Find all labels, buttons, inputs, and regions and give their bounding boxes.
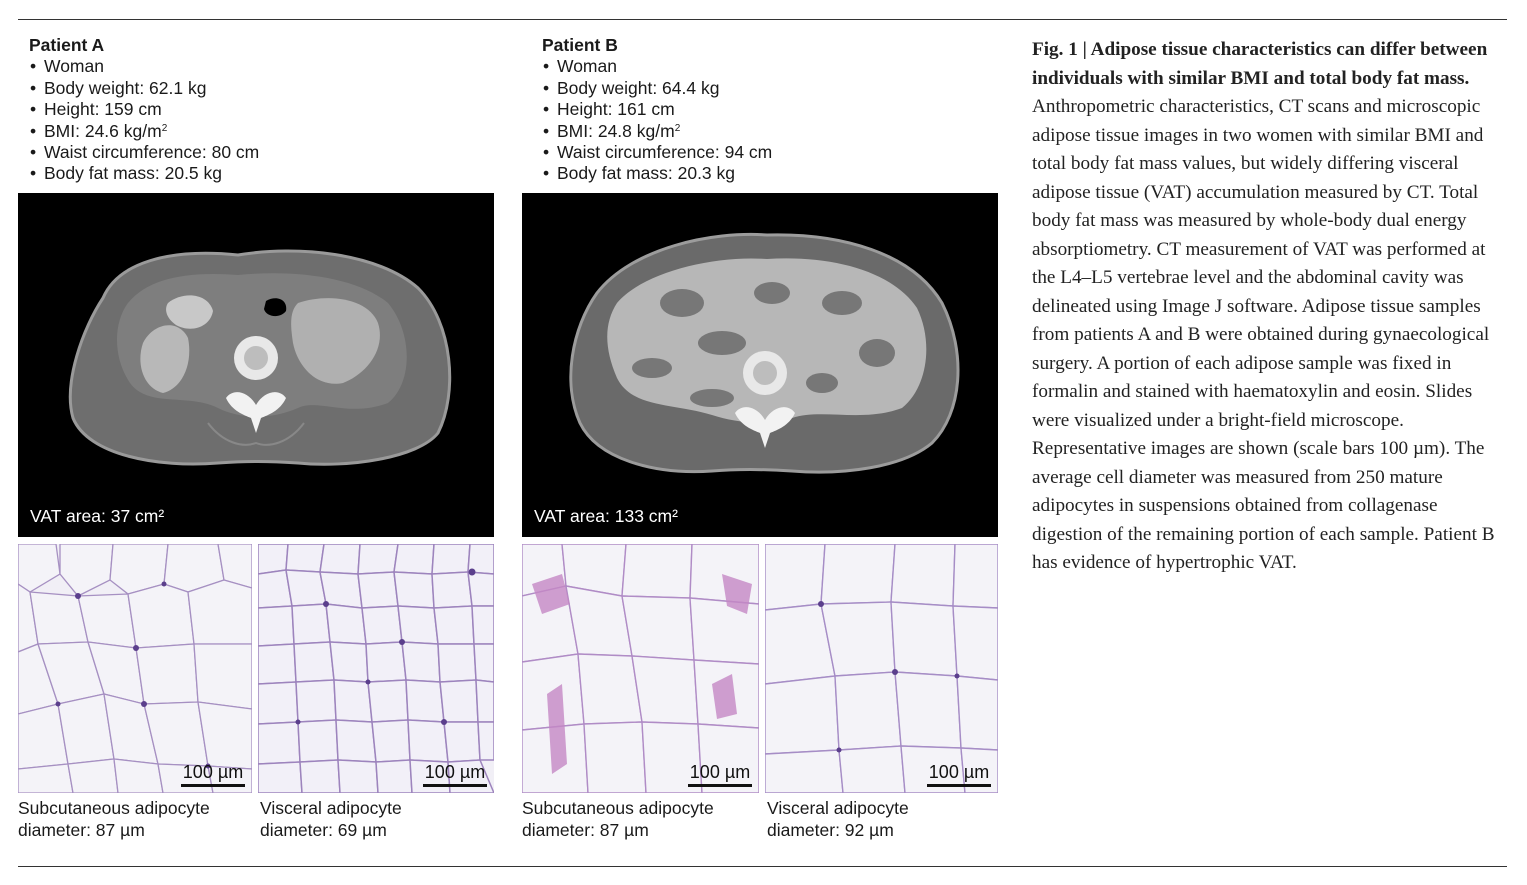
figure-caption [1032,36,1498,578]
caption-b-subcutaneous-line2: diameter: 87 µm [522,820,649,840]
scale-line-b-visceral [927,784,991,787]
patient-a-facts [29,56,259,184]
ct-image-b [522,193,998,537]
patient-a-bmi [29,121,259,142]
caption-b-subcutaneous [522,797,714,841]
histology-image-a-subcutaneous [18,544,252,793]
histology-image-a-visceral [258,544,494,793]
scale-bar-b-subcutaneous [688,762,752,787]
patient-b-info [542,35,772,185]
patient-b-name: Patient B [542,35,618,55]
patient-a-name: Patient A [29,35,105,55]
scale-line-a-visceral [423,784,487,787]
scale-line-b-subcutaneous [688,784,752,787]
figure-caption-label: Fig. 1 | Adipose tissue characteristics can differ between individuals with similar BMI and total body fat mass. [1032,39,1488,89]
histology-a-subcutaneous [18,544,252,793]
caption-a-visceral-line1: Visceral adipocyte [260,798,402,818]
scale-label-b-subcutaneous: 100 µm [689,762,751,782]
bottom-rule [18,866,1507,867]
scale-label-a-visceral: 100 µm [424,762,486,782]
caption-a-subcutaneous-line2: diameter: 87 µm [18,820,145,840]
caption-a-subcutaneous-line1: Subcutaneous adipocyte [18,798,210,818]
patient-a-bmi-sup: 2 [161,122,168,134]
histology-image-b-visceral [765,544,998,793]
patient-b-weight: • Body weight: 64.4 kg [542,78,772,99]
caption-b-visceral-line1: Visceral adipocyte [767,798,909,818]
caption-b-visceral-line2: diameter: 92 µm [767,820,894,840]
patient-a-waist: • Waist circumference: 80 cm [29,142,259,163]
caption-a-visceral-line2: diameter: 69 µm [260,820,387,840]
patient-b-fat-mass: • Body fat mass: 20.3 kg [542,163,772,184]
patient-a-weight: • Body weight: 62.1 kg [29,78,259,99]
figure-caption-text: Anthropometric characteristics, CT scans and microscopic adipose tissue images in two women with similar BMI and total body fat mass values, but widely differing visceral adipose tissue (VAT) accumulation measured by CT. Total body fat mass was measured by whole-body dual energy absorptiometry. CT measurement of VAT was performed at the L4–L5 vertebrae level and the abdominal cavity was delineated using Image J software. Adipose tissue samples from patients A and B were obtained during gynaecological surgery. A portion of each adipose sample was fixed in formalin and stained with haematoxylin and eosin. Slides were visualized under a bright-field microscope. Representative images are shown (scale bars 100 µm). The average cell diameter was measured from 250 mature adipocytes in suspensions obtained from collagenase digestion of the remaining portion of each sample. Patient B has evidence of hypertrophic VAT. [1032,96,1495,573]
scale-label-a-subcutaneous: 100 µm [182,762,244,782]
scale-bar-b-visceral [927,762,991,787]
caption-a-subcutaneous [18,797,210,841]
caption-b-subcutaneous-line1: Subcutaneous adipocyte [522,798,714,818]
histology-b-subcutaneous [522,544,759,793]
scale-label-b-visceral: 100 µm [928,762,990,782]
patient-b-sex: • Woman [542,56,772,77]
scale-bar-a-visceral [423,762,487,787]
patient-b-height: • Height: 161 cm [542,99,772,120]
patient-a-bmi-text: BMI: 24.6 kg/m [44,120,162,141]
histology-a-visceral [258,544,494,793]
patient-a-height: • Height: 159 cm [29,99,259,120]
vat-area-b: VAT area: 133 cm² [534,506,678,526]
ct-scan-patient-b [522,193,998,537]
histology-b-visceral [765,544,998,793]
caption-b-visceral [767,797,909,841]
patient-a-info [29,35,259,185]
top-rule [18,19,1507,20]
patient-b-bmi [542,121,772,142]
patient-b-bmi-sup: 2 [674,122,681,134]
vat-area-a: VAT area: 37 cm² [30,506,165,526]
patient-a-sex: • Woman [29,56,259,77]
patient-b-facts [542,56,772,184]
patient-b-bmi-text: BMI: 24.8 kg/m [557,120,675,141]
caption-a-visceral [260,797,402,841]
scale-bar-a-subcutaneous [181,762,245,787]
scale-line-a-subcutaneous [181,784,245,787]
patient-b-waist: • Waist circumference: 94 cm [542,142,772,163]
ct-scan-patient-a [18,193,494,537]
histology-image-b-subcutaneous [522,544,759,793]
ct-image-a [18,193,494,537]
patient-a-fat-mass: • Body fat mass: 20.5 kg [29,163,259,184]
